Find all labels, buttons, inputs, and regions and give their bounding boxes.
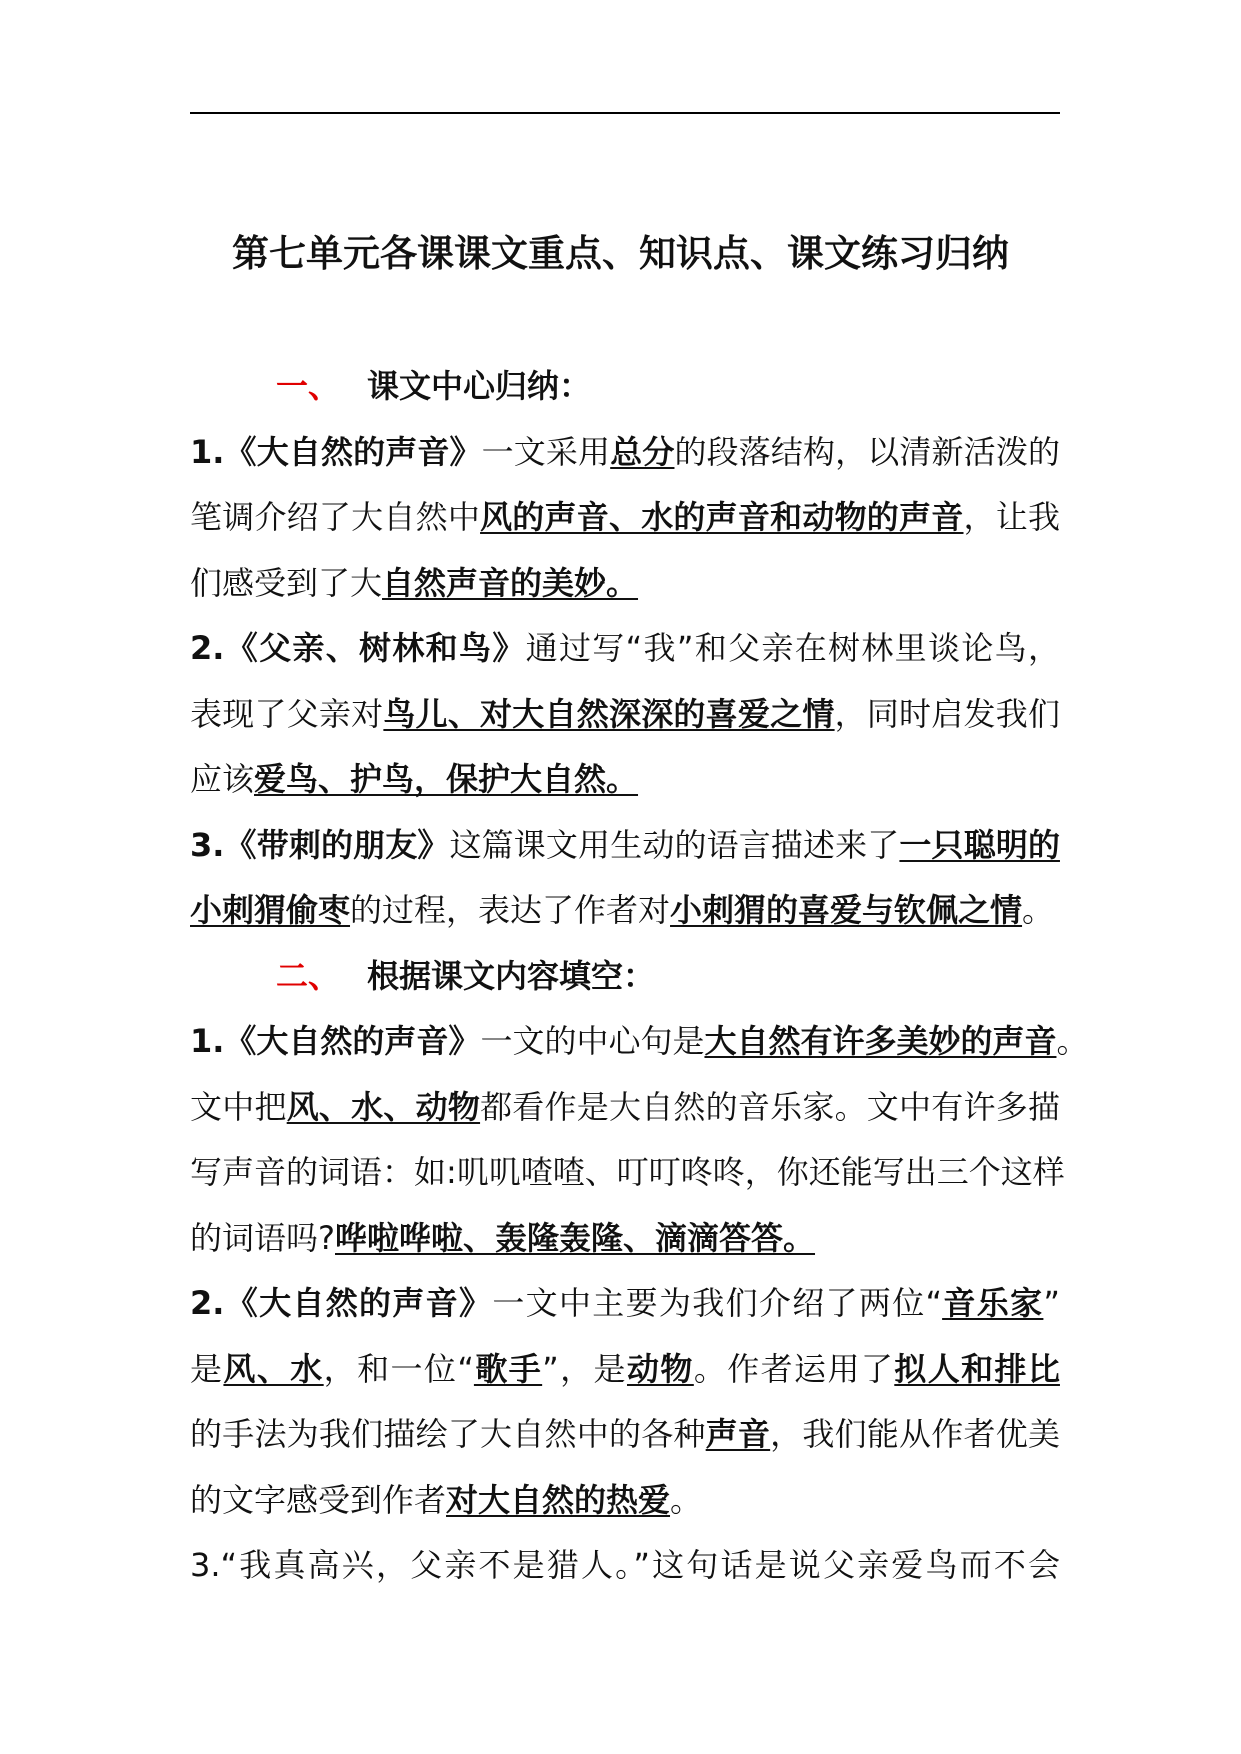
section-heading-text: 课文中心归纳： — [367, 367, 592, 405]
answer-text: 动物 — [626, 1349, 694, 1388]
answer-text: 风的声音、水的声音和动物的声音 — [480, 498, 964, 536]
answer-text: 一只聪明的 — [899, 825, 1060, 864]
body-text: 写声音的词语：如:叽叽喳喳、叮叮咚咚，你还能写出三个这样 — [190, 1153, 1065, 1191]
body-text: 。 — [1056, 1022, 1089, 1060]
document-body — [190, 354, 1089, 1599]
lesson-title-text: 2.《大自然的声音》 — [190, 1284, 493, 1322]
section-heading-text: 根据课文内容填空： — [367, 956, 656, 995]
body-text: ，同时启发我们 — [834, 694, 1060, 733]
answer-text: 总分 — [610, 432, 675, 471]
answer-text: 小刺猬偷枣 — [190, 891, 351, 929]
answer-text: 鸟儿、对大自然深深的喜爱之情 — [383, 694, 835, 733]
text-line — [190, 878, 1060, 944]
body-text: 。 — [1022, 891, 1055, 929]
body-text: 3.“我真高兴，父亲不是猎人。”这句话是说父亲爱鸟而不会 — [190, 1546, 1060, 1584]
page-title: 第七单元各课课文重点、知识点、课文练习归纳 — [232, 232, 1009, 275]
text-line — [190, 420, 1060, 486]
answer-text: 哗啦哗啦、轰隆轰隆、滴滴答答。 — [335, 1218, 816, 1257]
body-text: 的手法为我们描绘了大自然中的各种 — [190, 1415, 706, 1453]
text-line — [190, 813, 1060, 879]
text-line — [190, 1468, 1060, 1534]
answer-text: 拟人和排比 — [894, 1349, 1060, 1388]
body-text: ，让我 — [963, 498, 1060, 536]
body-text: 。作者运用了 — [693, 1349, 895, 1388]
text-line — [190, 1402, 1060, 1468]
section-number: 一、 — [276, 367, 341, 405]
text-line — [190, 551, 1060, 617]
answer-text: 声音 — [705, 1415, 771, 1453]
text-line — [190, 747, 1060, 813]
header-rule — [190, 112, 1060, 114]
body-text: 一文中主要为我们介绍了两位“ — [492, 1284, 943, 1322]
answer-text: 风、水、动物 — [286, 1087, 481, 1126]
lesson-title-text: 1.《大自然的声音》 — [190, 432, 482, 471]
text-line — [190, 1337, 1060, 1403]
answer-text: 自然声音的美妙。 — [382, 563, 639, 602]
text-line — [190, 616, 1060, 682]
answer-text: 对大自然的热爱 — [446, 1480, 671, 1519]
body-text: 的文字感受到作者 — [190, 1480, 447, 1519]
body-text: 这篇课文用生动的语言描述来了 — [449, 825, 900, 864]
text-line — [190, 682, 1060, 748]
body-text: 笔调介绍了大自然中 — [190, 498, 481, 536]
section-heading — [190, 944, 1060, 1010]
body-text: 应该 — [190, 760, 255, 798]
answer-text: 爱鸟、护鸟，保护大自然。 — [254, 760, 639, 798]
lesson-title-text: 1.《大自然的声音》 — [190, 1022, 481, 1060]
body-text: 是 — [190, 1349, 224, 1388]
text-line — [190, 1009, 1089, 1075]
answer-text: 大自然有许多美妙的声音 — [704, 1022, 1057, 1060]
body-text: 们感受到了大 — [190, 563, 383, 602]
section-number: 二、 — [276, 956, 341, 995]
text-line — [190, 1533, 1060, 1599]
text-line — [190, 485, 1060, 551]
body-text: 的过程，表达了作者对 — [350, 891, 671, 929]
body-text: 表现了父亲对 — [190, 694, 384, 733]
body-text: 的词语吗? — [190, 1218, 335, 1257]
text-line — [190, 1140, 1065, 1206]
body-text: ”，是 — [542, 1349, 627, 1388]
body-text: 。 — [670, 1480, 703, 1519]
body-text: ” — [1043, 1284, 1060, 1322]
lesson-title-text: 3.《带刺的朋友》 — [190, 825, 450, 864]
text-line — [190, 1206, 1060, 1272]
body-text: 的段落结构，以清新活泼的 — [674, 432, 1060, 471]
body-text: 通过写“我”和父亲在树林里谈论鸟， — [525, 629, 1060, 667]
body-text: 文中把 — [190, 1087, 287, 1126]
body-text: 一文的中心句是 — [480, 1022, 705, 1060]
text-line — [190, 1271, 1060, 1337]
answer-text: 音乐家 — [942, 1284, 1044, 1322]
answer-text: 风、水 — [223, 1349, 324, 1388]
text-line — [190, 1075, 1060, 1141]
body-text: ，我们能从作者优美 — [770, 1415, 1060, 1453]
answer-text: 歌手 — [473, 1349, 543, 1388]
section-heading — [190, 354, 1060, 420]
body-text: 都看作是大自然的音乐家。文中有许多描 — [480, 1087, 1060, 1126]
answer-text: 小刺猬的喜爱与钦佩之情 — [670, 891, 1023, 929]
body-text: ，和一位“ — [323, 1349, 474, 1388]
body-text: 一文采用 — [481, 432, 611, 471]
lesson-title-text: 2.《父亲、树林和鸟》 — [190, 629, 526, 667]
